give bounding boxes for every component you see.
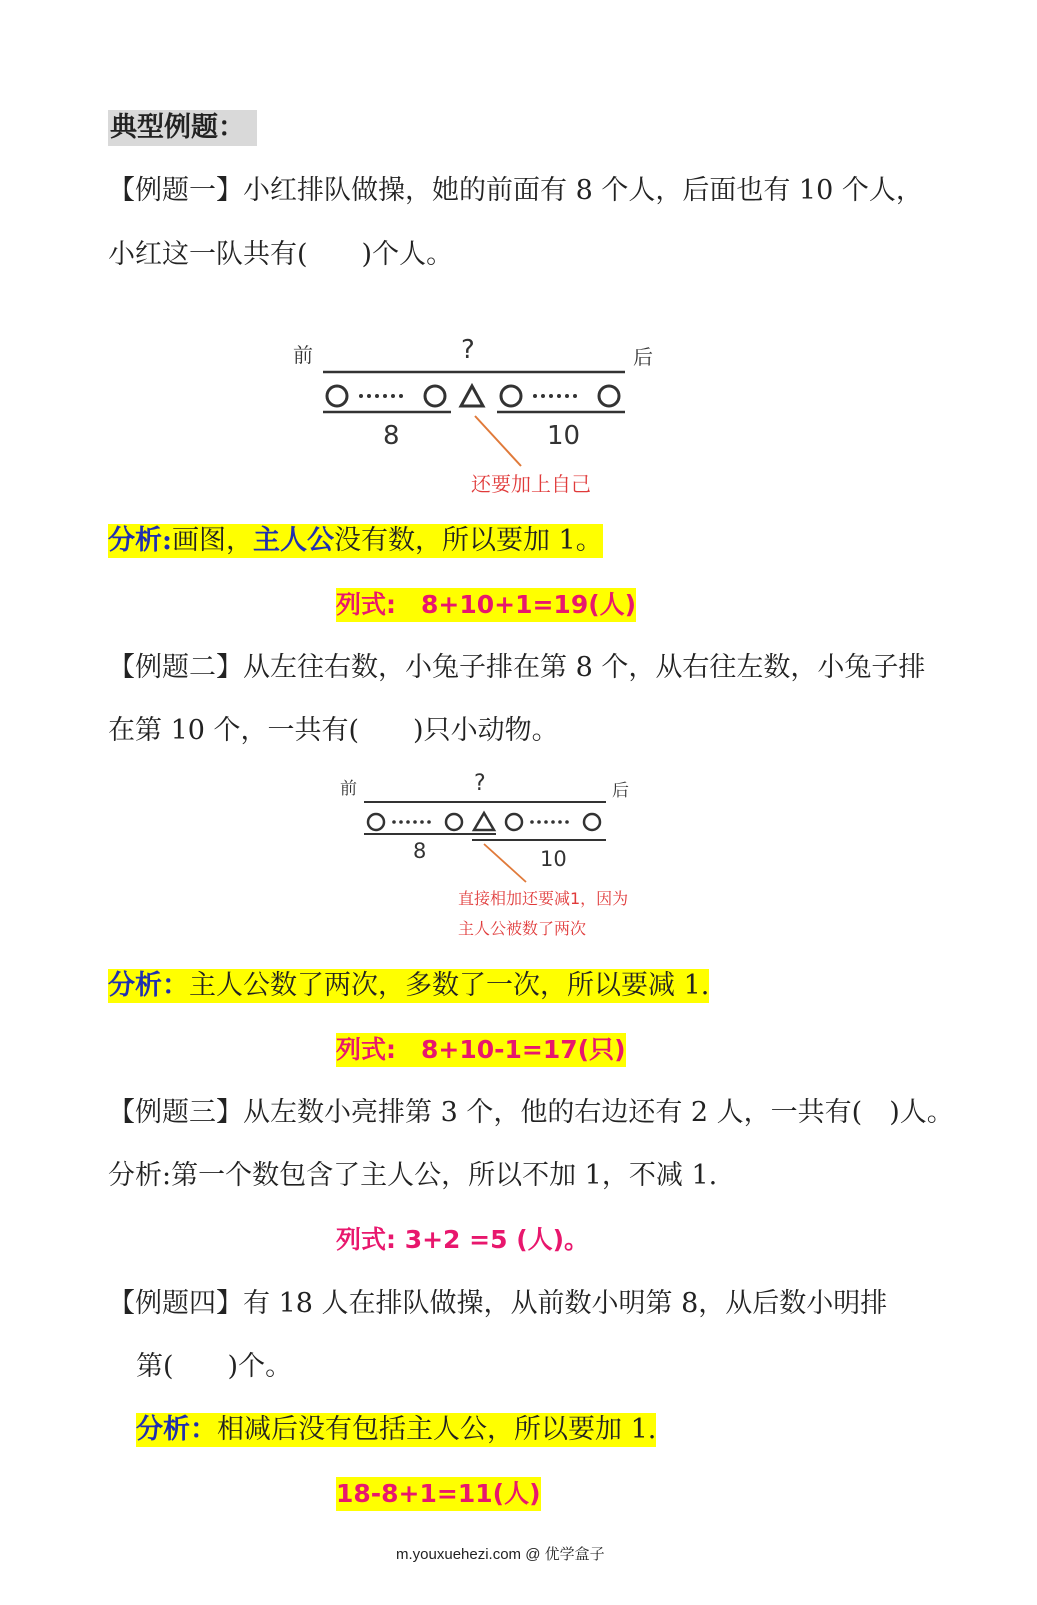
example-4-line-1: 【例题四】有 18 人在排队做操，从前数小明第 8，从后数小明排 xyxy=(108,1288,888,1319)
example-4-analysis xyxy=(136,1413,656,1447)
analysis-label: 分析： xyxy=(136,1414,217,1445)
analysis-text-c: 没有数，所以要加 1。 xyxy=(333,525,603,556)
person-circle xyxy=(446,814,462,830)
person-circle xyxy=(599,386,619,406)
example-2-line-1: 【例题二】从左往右数，小兔子排在第 8 个，从右往左数，小兔子排 xyxy=(108,652,926,683)
example-3-formula: 列式: 3+2 =5 (人)。 xyxy=(336,1225,590,1254)
note-add-self: 还要加上自己 xyxy=(471,472,591,496)
front-label: 前 xyxy=(293,343,313,367)
analysis-text: 相减后没有包括主人公，所以要加 1. xyxy=(217,1414,657,1445)
example-1-line-1: 【例题一】小红排队做操，她的前面有 8 个人，后面也有 10 个人， xyxy=(108,175,923,206)
example-1-diagram xyxy=(285,330,675,505)
example-1-analysis xyxy=(108,524,603,558)
person-circle xyxy=(584,814,600,830)
example-2-formula: 列式: 8+10-1=17(只) xyxy=(336,1033,626,1067)
note-line-1: 直接相加还要减1，因为 xyxy=(458,889,629,908)
main-character-triangle xyxy=(461,386,483,406)
example-2-analysis xyxy=(108,969,709,1003)
analysis-label: 分析: xyxy=(108,525,172,556)
question-mark: ? xyxy=(474,771,486,796)
right-count: 10 xyxy=(547,421,581,451)
example-2-diagram xyxy=(330,768,650,948)
back-label: 后 xyxy=(612,781,629,801)
example-3-line-1: 【例题三】从左数小亮排第 3 个，他的右边还有 2 人，一共有( )人。 xyxy=(108,1097,954,1128)
analysis-protagonist: 主人公 xyxy=(252,525,334,556)
note-line-2: 主人公被数了两次 xyxy=(458,919,587,938)
example-3-analysis: 分析:第一个数包含了主人公，所以不加 1，不减 1. xyxy=(108,1160,718,1191)
left-count: 8 xyxy=(383,421,400,451)
question-mark: ? xyxy=(461,335,475,365)
example-1-line-2: 小红这一队共有( )个人。 xyxy=(108,239,454,270)
example-1-formula: 列式: 8+10+1=19(人) xyxy=(336,588,636,622)
footer-watermark: m.youxuehezi.com @ 优学盒子 xyxy=(396,1546,605,1563)
left-count: 8 xyxy=(413,839,427,863)
person-circle xyxy=(506,814,522,830)
back-label: 后 xyxy=(633,345,653,369)
analysis-label: 分析： xyxy=(108,970,189,1001)
example-2-line-2: 在第 10 个，一共有( )只小动物。 xyxy=(108,715,559,746)
person-circle xyxy=(327,386,347,406)
example-4-formula: 18-8+1=11(人) xyxy=(336,1477,541,1511)
analysis-text: 主人公数了两次，多数了一次，所以要减 1. xyxy=(189,970,710,1001)
person-circle xyxy=(501,386,521,406)
analysis-text-a: 画图， xyxy=(171,525,253,556)
person-circle xyxy=(368,814,384,830)
example-4-line-2: 第( )个。 xyxy=(136,1351,293,1382)
main-character-triangle xyxy=(474,813,494,830)
right-count: 10 xyxy=(540,847,567,871)
section-heading: 典型例题： xyxy=(108,110,257,146)
person-circle xyxy=(425,386,445,406)
front-label: 前 xyxy=(340,779,357,799)
